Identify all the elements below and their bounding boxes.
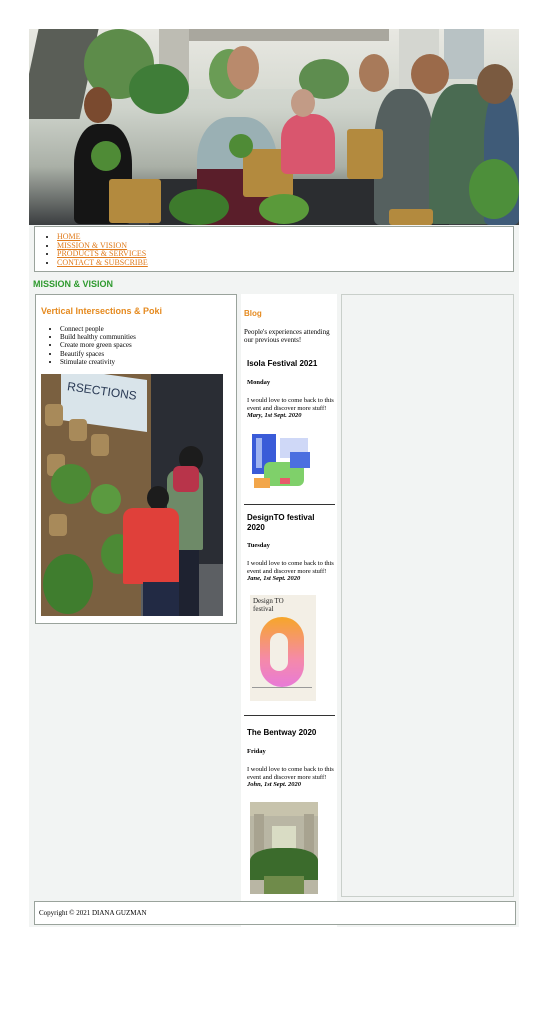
right-sidebar <box>341 294 514 897</box>
event-comment: I would love to come back to this event and discover more stuff! Jane, 1st Sept. 2020 <box>247 560 334 583</box>
page-title: MISSION & VISION <box>33 279 114 289</box>
blog-panel <box>241 294 337 927</box>
event-day: Friday <box>247 748 266 755</box>
page-container <box>29 29 519 927</box>
sign-text: RSECTIONS <box>66 379 138 403</box>
event-title: The Bentway 2020 <box>247 728 317 737</box>
event-image <box>250 432 318 494</box>
poster-text: Design TO festival <box>253 597 284 613</box>
list-item: • Beautify spaces <box>60 350 136 358</box>
main-nav <box>34 226 514 272</box>
event-comment: I would love to come back to this event and discover more stuff! John, 1st Sept. 2020 <box>247 766 334 789</box>
list-item: • Create more green spaces <box>60 341 136 349</box>
copyright-text: Copyright © 2021 DIANA GUZMAN <box>39 909 147 917</box>
list-item: • Stimulate creativity <box>60 358 136 366</box>
event-comment: I would love to come back to this event and discover more stuff! Mary, 1st Sept. 2020 <box>247 397 334 420</box>
list-item: • Connect people <box>60 325 136 333</box>
nav-link-products[interactable]: PRODUCTS & SERVICES <box>57 249 147 258</box>
list-item: • Build healthy communities <box>60 333 136 341</box>
event-signature: Jane, 1st Sept. 2020 <box>247 575 301 583</box>
event-poster <box>250 595 316 701</box>
blog-intro: People's experiences attending our previous events! <box>244 328 330 344</box>
event-image <box>250 802 318 894</box>
event-day: Tuesday <box>247 542 270 549</box>
hero-photo <box>29 29 519 225</box>
mission-panel <box>35 294 237 624</box>
blog-event <box>244 349 335 505</box>
event-signature: Mary, 1st Sept. 2020 <box>247 412 302 420</box>
nav-item-contact <box>57 259 148 268</box>
nav-link-mission[interactable]: MISSION & VISION <box>57 240 128 250</box>
blog-event <box>244 718 335 925</box>
footer <box>34 901 516 925</box>
mission-title: Vertical Intersections & Poki <box>41 306 163 316</box>
event-title: Isola Festival 2021 <box>247 359 318 368</box>
blog-event <box>244 507 335 716</box>
event-title: DesignTO festival 2020 <box>247 513 315 532</box>
nav-link-contact[interactable]: CONTACT & SUBSCRIBE <box>57 257 148 267</box>
blog-title: Blog <box>244 309 262 318</box>
event-day: Monday <box>247 379 271 386</box>
event-signature: John, 1st Sept. 2020 <box>247 781 301 789</box>
mission-list <box>36 325 136 366</box>
nav-link-home[interactable]: HOME <box>57 232 81 241</box>
mission-photo <box>41 374 223 616</box>
